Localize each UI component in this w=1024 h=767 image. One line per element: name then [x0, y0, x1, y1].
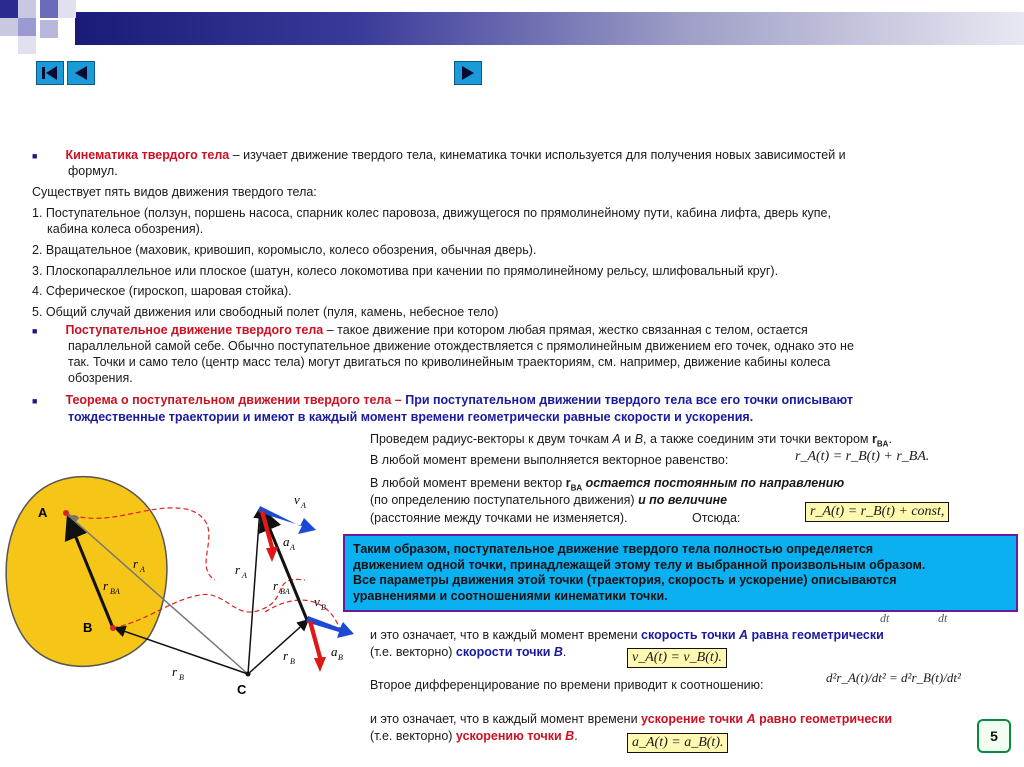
paragraph-kinematics: ■ Кинематика твердого тела – изучает движение твердого тела, кинематика точки используется для получения новых зависимостей и [32, 148, 846, 162]
vector-rA-second [248, 508, 260, 674]
type-2: 2. Вращательное (маховик, кривошип, коромысло, колесо обозрения, обычная дверь). [32, 243, 537, 257]
formula-1: r_A(t) = r_B(t) + r_BA. [795, 449, 930, 464]
right-line-5b: Отсюда: [692, 511, 741, 525]
label-rA-sub: A [140, 565, 145, 574]
label-rA: r [133, 556, 139, 571]
type-3: 3. Плоскопараллельное или плоское (шатун, колесо локомотива при качении по прямолинейному рельсу, шлифовальный круг). [32, 264, 779, 278]
formula-4: d²r_A(t)/dt² = d²r_B(t)/dt² [826, 670, 961, 685]
accel-arrow-b [308, 620, 326, 672]
label-rBA-2: r [273, 578, 279, 593]
label-vB: v [314, 594, 320, 609]
label-rA-2-sub: A [242, 571, 247, 580]
formula-5: a_A(t) = a_B(t). [627, 733, 728, 753]
formula-2: r_A(t) = r_B(t) + const, [805, 502, 949, 522]
page-number: 5 [977, 719, 1011, 753]
prev-slide-button[interactable] [67, 61, 95, 85]
type-1-cont: кабина колеса обозрения). [47, 222, 204, 236]
label-vB-sub: B [321, 603, 326, 612]
decor-square [58, 0, 76, 18]
label-vA: v [294, 492, 300, 507]
arrow-left-icon [68, 62, 94, 84]
formula-3: v_A(t) = v_B(t). [627, 648, 727, 668]
decor-square [0, 18, 18, 36]
types-intro: Существует пять видов движения твердого тела: [32, 185, 317, 199]
right-line-9: и это означает, что в каждый момент времени ускорение точки A равно геометрически [370, 712, 893, 726]
decor-square [18, 0, 36, 18]
summary-box: Таким образом, поступательное движение твердого тела полностью определяется движением одной точки, принадлежащей этому телу и выбранной произвольным образом. Все параметры движения этой точки (траектория, скорость и ускорение) описываются уравнениями и соотношениями кинематики точки. [343, 534, 1018, 612]
paragraph-theorem: ■ Теорема о поступательном движении твердого тела – При поступательном движении твердого тела все его точки описывают [32, 393, 853, 407]
label-aB-sub: B [338, 653, 343, 662]
header-bar [75, 12, 1024, 45]
label-aB: a [331, 644, 338, 659]
decor-square [18, 18, 36, 36]
paragraph-translational: ■ Поступательное движение твердого тела – такое движение при котором любая прямая, жестко связанная с телом, остается [32, 323, 808, 337]
paragraph-theorem-l2: тождественные траектории и имеют в каждый момент времени геометрически равные скорости и ускорения. [68, 410, 754, 424]
paragraph-translational-l2: параллельной самой себе. Обычно поступательное движение отождествляется с прямолинейным движением его точек, однако это не [68, 339, 854, 353]
label-rA-2: r [235, 562, 241, 577]
paragraph-kinematics-line2: формул. [68, 164, 118, 178]
right-line-4: (по определению поступательного движения) и по величине [370, 493, 728, 507]
type-4: 4. Сферическое (гироскоп, шаровая стойка). [32, 284, 292, 298]
label-rBA-sub: BA [110, 587, 120, 596]
right-line-5: (расстояние между точками не изменяется). [370, 511, 628, 525]
right-line-3: В любой момент времени вектор $r_{BA}$ остается постоянным по направлению [370, 476, 845, 493]
label-a: A [38, 505, 48, 520]
label-aA: a [283, 534, 290, 549]
label-rB-2: r [283, 648, 289, 663]
right-line-8: Второе дифференцирование по времени приводит к соотношению: [370, 678, 764, 692]
right-line-6: и это означает, что в каждый момент времени скорость точки A равна геометрически [370, 628, 884, 642]
right-line-10: (т.е. векторно) ускорению точки B. [370, 729, 578, 743]
right-line-1: Проведем радиус-векторы к двум точкам A и B, а также соединим эти точки вектором $r_{BA}$. [370, 432, 892, 449]
label-rBA: r [103, 578, 109, 593]
accel-arrow-a [260, 510, 278, 562]
paragraph-translational-l3: так. Точки и само тело (центр масс тела) могут двигаться по криволинейным траекториям, см. например, движение кабины колеса [68, 355, 831, 369]
decor-square [40, 0, 58, 18]
decor-square [40, 20, 58, 38]
first-slide-button[interactable] [36, 61, 64, 85]
point-c [246, 672, 251, 677]
skip-back-icon [37, 62, 63, 84]
arrow-right-icon [455, 62, 481, 84]
point-b [110, 625, 116, 631]
dt-fragment: dt [938, 611, 948, 625]
label-b: B [83, 620, 93, 635]
label-aA-sub: A [290, 543, 295, 552]
point-a [63, 510, 69, 516]
label-rB: r [172, 664, 178, 679]
vector-rB-second [248, 620, 308, 674]
decor-square [0, 0, 18, 18]
label-rBA-2-sub: BA [280, 587, 290, 596]
label-vA-sub: A [301, 501, 306, 510]
kinematics-diagram [0, 470, 370, 710]
label-c: C [237, 682, 247, 697]
right-line-7: (т.е. векторно) скорости точки B. [370, 645, 567, 659]
next-slide-button[interactable] [454, 61, 482, 85]
right-line-2: В любой момент времени выполняется векторное равенство: [370, 453, 729, 467]
decor-square [18, 36, 36, 54]
paragraph-translational-l4: обозрения. [68, 371, 133, 385]
vector-rBA-second [262, 510, 307, 620]
label-rB-2-sub: B [290, 657, 295, 666]
type-1: 1. Поступательное (ползун, поршень насоса, спарник колес паровоза, движущегося по прямолинейному пути, кабина лифта, дверь купе, [32, 206, 831, 220]
type-5: 5. Общий случай движения или свободный полет (пуля, камень, небесное тело) [32, 305, 499, 319]
label-rB-sub: B [179, 673, 184, 682]
dt-fragment: dt [880, 611, 890, 625]
